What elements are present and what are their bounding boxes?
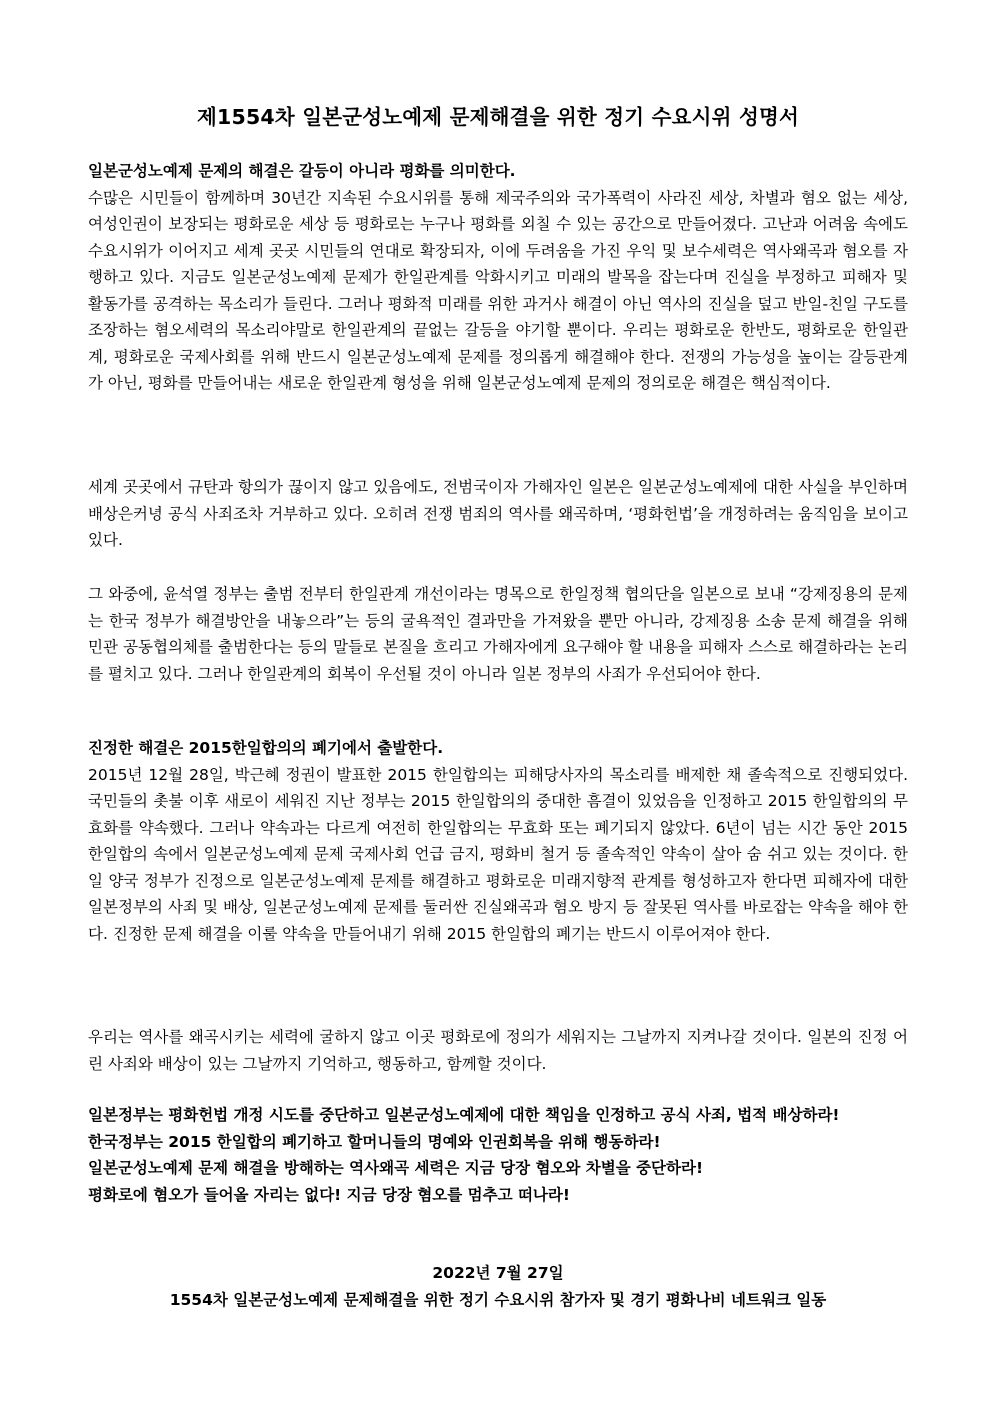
section-heading-1 (88, 158, 908, 185)
statement-date: 2022년 7월 27일 (432, 1264, 564, 1282)
paragraph-1 (88, 185, 908, 397)
section-heading-1-text: 일본군성노예제 문제의 해결은 갈등이 아니라 평화를 의미한다. (88, 162, 516, 180)
paragraph-3-text: 그 와중에, 윤석열 정부는 출범 전부터 한일관계 개선이라는 명목으로 한일정책 협의단을 일본으로 보내 “강제징용의 문제는 한국 정부가 해결방안을 내놓으라”는 등의 굴욕적인 결과만을 가져왔을 뿐만 아니라, 강제징용 소송 문제 해결을 위해 민관 공동협의체를 출범한다는 등의 말들로 본질을 흐리고 가해자에게 요구해야 할 내용을 피해자 스스로 해결하라는 논리를 펼치고 있다. 그러나 한일관계의 회복이 우선될 것이 아니라 일본 정부의 사죄가 우선되어야 한다. (88, 585, 908, 683)
paragraph-2 (88, 474, 908, 554)
paragraph-2-text: 세계 곳곳에서 규탄과 항의가 끊이지 않고 있음에도, 전범국이자 가해자인 일본은 일본군성노예제에 대한 사실을 부인하며 배상은커녕 공식 사죄조차 거부하고 있다. 오히려 전쟁 범죄의 역사를 왜곡하며, ‘평화헌법’을 개정하려는 움직임을 보이고 있다. (88, 478, 908, 549)
paragraph-4-text: 2015년 12월 28일, 박근혜 정권이 발표한 2015 한일합의는 피해당사자의 목소리를 배제한 채 졸속적으로 진행되었다. 국민들의 촛불 이후 새로이 세워진 지난 정부는 2015 한일합의의 중대한 흠결이 있었음을 인정하고 2015 한일합의의 무효화를 약속했다. 그러나 약속과는 다르게 여전히 한일합의는 무효화 또는 폐기되지 않았다. 6년이 넘는 시간 동안 2015 한일합의 속에서 일본군성노예제 문제 국제사회 언급 금지, 평화비 철거 등 졸속적인 약속이 살아 숨 쉬고 있는 것이다. 한일 양국 정부가 진정으로 일본군성노예제 문제를 해결하고 평화로운 미래지향적 관계를 형성하고자 한다면 피해자에 대한 일본정부의 사죄 및 배상, 일본군성노예제 문제를 둘러싼 진실왜곡과 혐오 방지 등 잘못된 역사를 바로잡는 약속을 해야 한다. 진정한 문제 해결을 이룰 약속을 만들어내기 위해 2015 한일합의 폐기는 반드시 이루어져야 한다. (88, 765, 908, 943)
section-heading-2 (88, 735, 908, 762)
demand-item: 일본군성노예제 문제 해결을 방해하는 역사왜곡 세력은 지금 당장 혐오와 차별을 중단하라! (88, 1159, 704, 1177)
paragraph-5-text: 우리는 역사를 왜곡시키는 세력에 굴하지 않고 이곳 평화로에 정의가 세워지는 그날까지 지켜나갈 것이다. 일본의 진정 어린 사죄와 배상이 있는 그날까지 기억하고, 행동하고, 함께할 것이다. (88, 1028, 908, 1073)
paragraph-5 (88, 1024, 908, 1077)
paragraph-3 (88, 581, 908, 687)
page-title: 제1554차 일본군성노예제 문제해결을 위한 정기 수요시위 성명서 (197, 105, 799, 129)
demand-item: 평화로에 혐오가 들어올 자리는 없다! 지금 당장 혐오를 멈추고 떠나라! (88, 1185, 570, 1204)
demand-item: 일본정부는 평화헌법 개정 시도를 중단하고 일본군성노예제에 대한 책임을 인정하고 공식 사죄, 법적 배상하라! (88, 1106, 840, 1124)
statement-signature: 1554차 일본군성노예제 문제해결을 위한 정기 수요시위 참가자 및 경기 평화나비 네트워크 일동 (169, 1291, 827, 1309)
section-heading-2-text: 진정한 해결은 2015한일합의의 폐기에서 출발한다. (88, 739, 444, 757)
demands-list (88, 1102, 908, 1208)
paragraph-1-text: 수많은 시민들이 함께하며 30년간 지속된 수요시위를 통해 제국주의와 국가폭력이 사라진 세상, 차별과 혐오 없는 세상, 여성인권이 보장되는 평화로운 세상 등 평화로는 누구나 평화를 외칠 수 있는 공간으로 만들어졌다. 고난과 어려움 속에도 수요시위가 이어지고 세계 곳곳 시민들의 연대로 확장되자, 이에 두려움을 가진 우익 및 보수세력은 역사왜곡과 혐오를 자행하고 있다. 지금도 일본군성노예제 문제가 한일관계를 악화시키고 미래의 발목을 잡는다며 진실을 부정하고 피해자 및 활동가를 공격하는 목소리가 들린다. 그러나 평화적 미래를 위한 과거사 해결이 아닌 역사의 진실을 덮고 반일-친일 구도를 조장하는 혐오세력의 목소리야말로 한일관계의 끝없는 갈등을 야기할 뿐이다. 우리는 평화로운 한반도, 평화로운 한일관계, 평화로운 국제사회를 위해 반드시 일본군성노예제 문제를 정의롭게 해결해야 한다. 전쟁의 가능성을 높이는 갈등관계가 아닌, 평화를 만들어내는 새로운 한일관계 형성을 위해 일본군성노예제 문제의 정의로운 해결은 핵심적이다. (88, 188, 908, 392)
paragraph-4 (88, 762, 908, 948)
demand-item: 한국정부는 2015 한일합의 폐기하고 할머니들의 명예와 인권회복을 위해 행동하라! (88, 1132, 661, 1151)
